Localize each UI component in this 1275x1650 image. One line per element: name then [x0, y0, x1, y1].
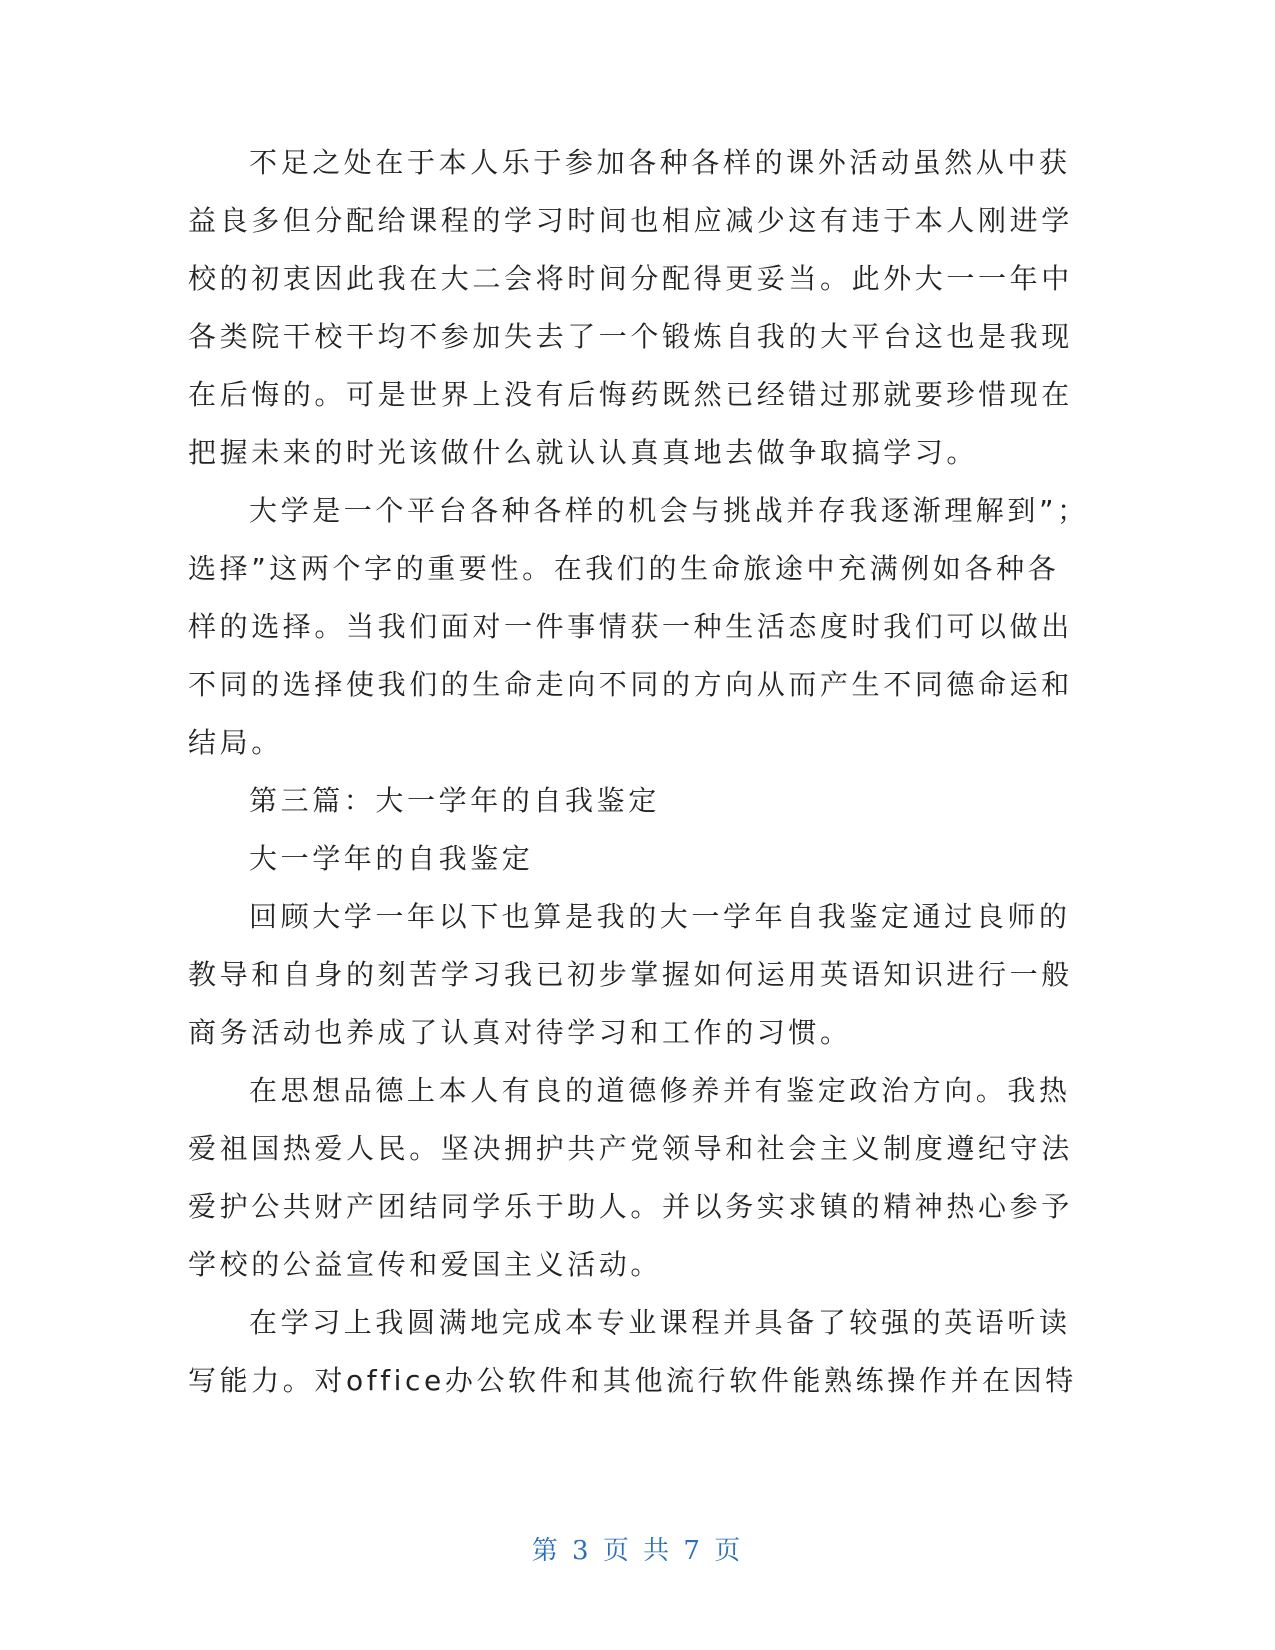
section-heading: 第三篇：大一学年的自我鉴定 [249, 784, 660, 817]
paragraph-5-line-1: 在学习上我圆满地完成本专业课程并具备了较强的英语听读 [249, 1306, 1071, 1339]
paragraph-2-line-3: 样的选择。当我们面对一件事情获一种生活态度时我们可以做出 [188, 610, 1073, 643]
page-number-footer: 第 3 页 共 7 页 [531, 1536, 744, 1566]
paragraph-2-line-4: 不同的选择使我们的生命走向不同的方向从而产生不同德命运和 [188, 668, 1073, 701]
section-title: 大一学年的自我鉴定 [249, 842, 534, 875]
paragraph-4-line-1: 在思想品德上本人有良的道德修养并有鉴定政治方向。我热 [249, 1074, 1071, 1107]
paragraph-4-line-3: 爱护公共财产团结同学乐于助人。并以务实求镇的精神热心参予 [188, 1190, 1073, 1223]
paragraph-1-line-2: 益良多但分配给课程的学习时间也相应减少这有违于本人刚进学 [188, 204, 1073, 237]
paragraph-2-line-5: 结局。 [188, 726, 283, 759]
paragraph-1-line-4: 各类院干校干均不参加失去了一个锻炼自我的大平台这也是我现 [188, 320, 1073, 353]
paragraph-3-line-3: 商务活动也养成了认真对待学习和工作的习惯。 [188, 1016, 852, 1049]
paragraph-1-line-6: 把握未来的时光该做什么就认认真真地去做争取搞学习。 [188, 436, 979, 469]
paragraph-4-line-4: 学校的公益宣传和爱国主义活动。 [188, 1248, 663, 1281]
paragraph-4-line-2: 爱祖国热爱人民。坚决拥护共产党领导和社会主义制度遵纪守法 [188, 1132, 1073, 1165]
paragraph-2-line-1: 大学是一个平台各种各样的机会与挑战并存我逐渐理解到”； [249, 494, 1089, 527]
paragraph-1-line-5: 在后悔的。可是世界上没有后悔药既然已经错过那就要珍惜现在 [188, 378, 1073, 411]
paragraph-1-line-1: 不足之处在于本人乐于参加各种各样的课外活动虽然从中获 [249, 146, 1071, 179]
paragraph-5-line-2: 写能力。对office办公软件和其他流行软件能熟练操作并在因特 [188, 1364, 1077, 1397]
paragraph-3-line-1: 回顾大学一年以下也算是我的大一学年自我鉴定通过良师的 [249, 900, 1071, 933]
paragraph-1-line-3: 校的初衷因此我在大二会将时间分配得更妥当。此外大一一年中 [188, 262, 1073, 295]
paragraph-2-line-2: 选择”这两个字的重要性。在我们的生命旅途中充满例如各种各 [188, 552, 1060, 585]
paragraph-3-line-2: 教导和自身的刻苦学习我已初步掌握如何运用英语知识进行一般 [188, 958, 1073, 991]
